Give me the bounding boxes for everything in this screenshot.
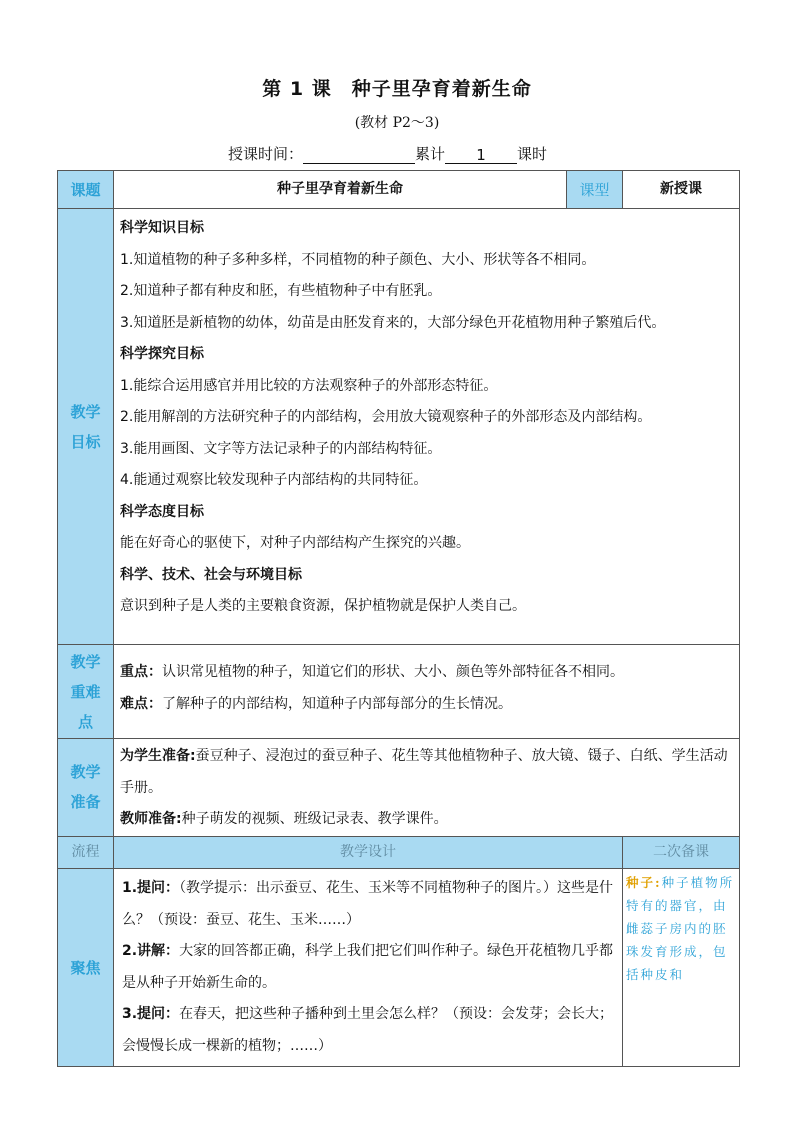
objectives-label-line-1: 教学 xyxy=(70,402,101,421)
objective-heading: 科学态度目标 xyxy=(120,503,204,520)
page-subtitle: (教材 P2～3) xyxy=(354,115,440,131)
lesson-plan-table xyxy=(57,170,740,1067)
step-label: 2.讲解： xyxy=(122,943,180,959)
key-label: 重点： xyxy=(120,664,162,680)
prep-content xyxy=(114,739,740,837)
objectives-content xyxy=(114,209,740,645)
keypoints-content xyxy=(114,645,740,739)
prep-label-line-2: 准备 xyxy=(70,793,101,812)
step-text: 大家的回答都正确，科学上我们把它们叫作种子。绿色开花植物几乎都是从种子开始新生命的。 xyxy=(122,943,614,991)
difficulty-text: 了解种子的内部结构，知道种子内部每部分的生长情况。 xyxy=(162,695,512,712)
flow-header-row xyxy=(58,836,740,869)
focus-label: 聚焦 xyxy=(58,869,114,1067)
objective-heading: 科学知识目标 xyxy=(120,220,204,236)
objective-item: 4.能通过观察比较发现种子内部结构的共同特征。 xyxy=(120,472,428,488)
step-label: 3.提问： xyxy=(122,1006,180,1022)
time-blank xyxy=(303,146,415,164)
step-text: 在春天，把这些种子播种到土里会怎么样？（预设：会发芽；会长大；会慢慢长成一棵新的植物；……） xyxy=(122,1006,614,1054)
objective-item: 能在好奇心的驱使下，对种子内部结构产生探究的兴趣。 xyxy=(120,535,470,551)
objective-item: 3.能用画图、文字等方法记录种子的内部结构特征。 xyxy=(120,440,442,457)
keypoints-label-line-3: 点 xyxy=(77,712,93,731)
flow-header-col1: 流程 xyxy=(58,836,114,869)
topic-row xyxy=(58,171,740,209)
objectives-label-line-2: 目标 xyxy=(70,432,101,451)
step-text: （教学提示：出示蚕豆、花生、玉米等不同植物种子的图片。）这些是什么？（预设：蚕豆、花生、玉米……） xyxy=(122,880,614,928)
keypoints-label-line-2: 重难 xyxy=(70,682,101,701)
focus-content xyxy=(114,869,623,1067)
type-label: 课型 xyxy=(567,171,623,209)
topic-value: 种子里孕育着新生命 xyxy=(114,171,567,209)
type-value: 新授课 xyxy=(623,171,740,209)
topic-label: 课题 xyxy=(58,171,114,209)
keypoints-row xyxy=(58,645,740,739)
objective-item: 2.知道种子都有种皮和胚，有些植物种子中有胚乳。 xyxy=(120,283,442,299)
objectives-row xyxy=(58,209,740,645)
note-text: 种子植物所特有的器官，由雌蕊子房内的胚珠发育形成，包括种皮和 xyxy=(626,875,735,982)
page-title: 第 1 课 种子里孕育着新生命 xyxy=(262,78,532,100)
key-text: 认识常见植物的种子，知道它们的形状、大小、颜色等外部特征各不相同。 xyxy=(162,664,624,680)
objective-item: 意识到种子是人类的主要粮食资源，保护植物就是保护人类自己。 xyxy=(120,598,526,614)
time-label: 授课时间： xyxy=(228,145,304,163)
focus-row xyxy=(58,869,740,1067)
objectives-label xyxy=(58,209,114,645)
keypoints-label xyxy=(58,645,114,739)
note-keyword: 种子: xyxy=(626,875,662,890)
objective-heading: 科学探究目标 xyxy=(120,346,204,362)
second-prep-note xyxy=(623,869,740,1067)
step-label: 1.提问： xyxy=(122,880,180,896)
unit-label: 课时 xyxy=(517,145,548,163)
prep-label-line-1: 教学 xyxy=(70,763,101,782)
objective-heading: 科学、技术、社会与环境目标 xyxy=(120,566,302,583)
objective-item: 1.知道植物的种子多种多样，不同植物的种子颜色、大小、形状等各不相同。 xyxy=(120,251,596,268)
prep-label xyxy=(58,739,114,837)
objective-item: 1.能综合运用感官并用比较的方法观察种子的外部形态特征。 xyxy=(120,377,498,394)
accum-value: 1 xyxy=(445,146,517,164)
teacher-prep-text: 种子萌发的视频、班级记录表、教学课件。 xyxy=(181,811,448,827)
flow-header-col2: 教学设计 xyxy=(114,836,623,869)
student-prep-text: 蚕豆种子、浸泡过的蚕豆种子、花生等其他植物种子、放大镜、镊子、白纸、学生活动手册。 xyxy=(120,748,728,796)
flow-header-col3: 二次备课 xyxy=(623,836,740,869)
student-prep-label: 为学生准备: xyxy=(120,748,196,764)
objective-item: 2.能用解剖的方法研究种子的内部结构，会用放大镜观察种子的外部形态及内部结构。 xyxy=(120,409,652,425)
accum-label: 累计 xyxy=(415,145,446,163)
teacher-prep-label: 教师准备: xyxy=(120,811,182,827)
objective-item: 3.知道胚是新植物的幼体，幼苗是由胚发育来的，大部分绿色开花植物用种子繁殖后代。 xyxy=(120,314,666,331)
lesson-time-line xyxy=(228,143,547,164)
prep-row xyxy=(58,739,740,837)
difficulty-label: 难点： xyxy=(120,695,162,712)
keypoints-label-line-1: 教学 xyxy=(70,652,101,671)
